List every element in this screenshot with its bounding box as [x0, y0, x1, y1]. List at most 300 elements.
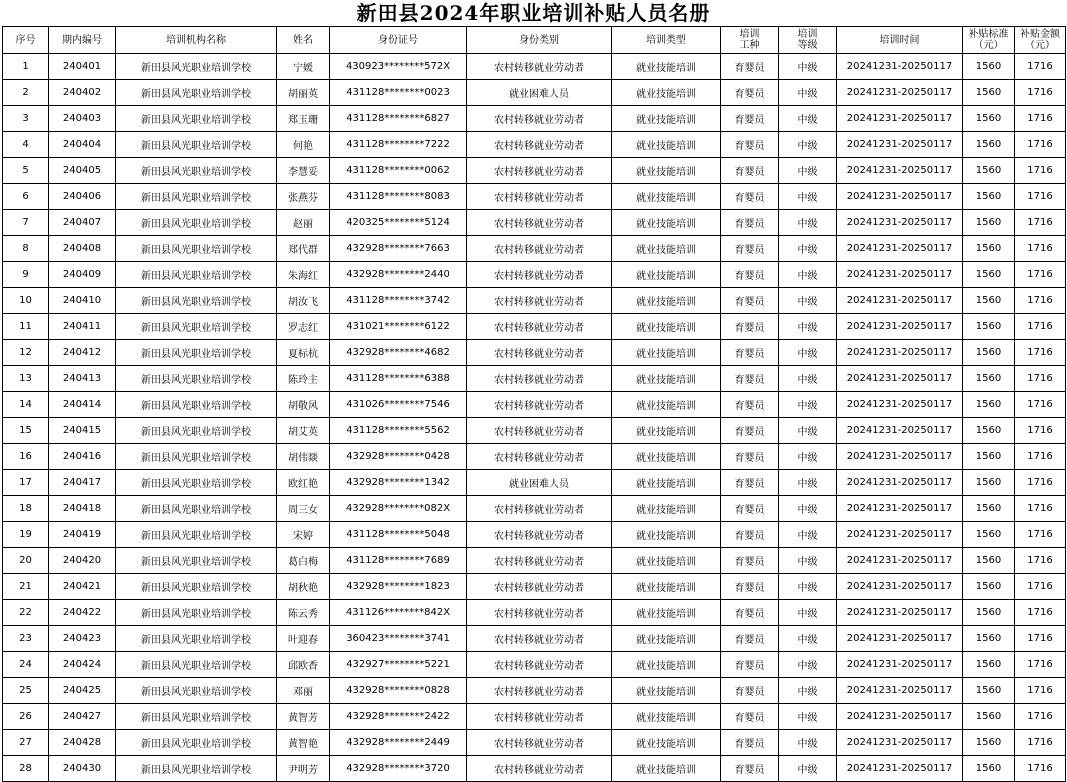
- column-header-line: 身份证号: [378, 34, 418, 46]
- cell-subsidy-standard: 1560: [963, 756, 1015, 782]
- cell-level: 中级: [779, 730, 837, 756]
- cell-id-number: 432928********4682: [330, 340, 467, 366]
- cell-seq: 8: [3, 236, 49, 262]
- cell-training-period: 20241231-20250117: [837, 314, 963, 340]
- cell-trade: 育婴员: [721, 80, 779, 106]
- cell-identity-type: 农村转移就业劳动者: [467, 756, 612, 782]
- table-row: [3, 756, 1066, 782]
- subsidy-roster-table: [2, 26, 1066, 782]
- cell-institution: 新田县风光职业培训学校: [116, 184, 277, 210]
- column-header-line: 工种: [739, 40, 760, 51]
- column-header-identity-type: [467, 27, 612, 54]
- cell-id-number: 431128********8083: [330, 184, 467, 210]
- cell-trade: 育婴员: [721, 106, 779, 132]
- cell-identity-type: 农村转移就业劳动者: [467, 340, 612, 366]
- table-row: [3, 496, 1066, 522]
- cell-name: 胡艾英: [277, 418, 330, 444]
- cell-level: 中级: [779, 106, 837, 132]
- cell-id-number: 431128********6388: [330, 366, 467, 392]
- cell-name: 欧红艳: [277, 470, 330, 496]
- column-header-period-code: [49, 27, 116, 54]
- cell-id-number: 431128********5048: [330, 522, 467, 548]
- cell-trade: 育婴员: [721, 704, 779, 730]
- cell-period-code: 240402: [49, 80, 116, 106]
- cell-id-number: 432928********2440: [330, 262, 467, 288]
- header-row: [3, 27, 1066, 54]
- cell-training-period: 20241231-20250117: [837, 600, 963, 626]
- cell-training-type: 就业技能培训: [612, 340, 721, 366]
- cell-subsidy-standard: 1560: [963, 626, 1015, 652]
- column-header-line: 身份类别: [519, 34, 559, 46]
- cell-level: 中级: [779, 574, 837, 600]
- cell-subsidy-amount: 1716: [1015, 54, 1066, 80]
- cell-level: 中级: [779, 626, 837, 652]
- cell-subsidy-standard: 1560: [963, 496, 1015, 522]
- cell-identity-type: 农村转移就业劳动者: [467, 626, 612, 652]
- cell-name: 陈玲主: [277, 366, 330, 392]
- cell-institution: 新田县风光职业培训学校: [116, 626, 277, 652]
- cell-institution: 新田县风光职业培训学校: [116, 678, 277, 704]
- cell-training-period: 20241231-20250117: [837, 288, 963, 314]
- cell-training-period: 20241231-20250117: [837, 106, 963, 132]
- cell-subsidy-standard: 1560: [963, 54, 1015, 80]
- cell-institution: 新田县风光职业培训学校: [116, 392, 277, 418]
- cell-seq: 16: [3, 444, 49, 470]
- cell-trade: 育婴员: [721, 236, 779, 262]
- cell-trade: 育婴员: [721, 314, 779, 340]
- cell-subsidy-standard: 1560: [963, 340, 1015, 366]
- cell-training-period: 20241231-20250117: [837, 54, 963, 80]
- cell-trade: 育婴员: [721, 678, 779, 704]
- cell-trade: 育婴员: [721, 418, 779, 444]
- table-row: [3, 54, 1066, 80]
- cell-institution: 新田县风光职业培训学校: [116, 314, 277, 340]
- cell-subsidy-amount: 1716: [1015, 132, 1066, 158]
- cell-subsidy-amount: 1716: [1015, 236, 1066, 262]
- cell-level: 中级: [779, 54, 837, 80]
- cell-subsidy-standard: 1560: [963, 522, 1015, 548]
- cell-trade: 育婴员: [721, 132, 779, 158]
- column-header-line: （元）: [1025, 40, 1055, 51]
- cell-name: 宋婷: [277, 522, 330, 548]
- table-row: [3, 600, 1066, 626]
- cell-period-code: 240420: [49, 548, 116, 574]
- cell-level: 中级: [779, 470, 837, 496]
- column-header-line: 培训: [797, 29, 818, 40]
- cell-name: 赵丽: [277, 210, 330, 236]
- cell-institution: 新田县风光职业培训学校: [116, 132, 277, 158]
- cell-seq: 27: [3, 730, 49, 756]
- cell-identity-type: 农村转移就业劳动者: [467, 54, 612, 80]
- cell-training-type: 就业技能培训: [612, 626, 721, 652]
- cell-id-number: 420325********5124: [330, 210, 467, 236]
- column-header-line: 培训机构名称: [166, 34, 226, 46]
- cell-level: 中级: [779, 262, 837, 288]
- cell-id-number: 431128********3742: [330, 288, 467, 314]
- cell-subsidy-amount: 1716: [1015, 288, 1066, 314]
- cell-id-number: 431128********5562: [330, 418, 467, 444]
- cell-trade: 育婴员: [721, 210, 779, 236]
- cell-subsidy-standard: 1560: [963, 262, 1015, 288]
- cell-name: 黄智艳: [277, 730, 330, 756]
- cell-trade: 育婴员: [721, 340, 779, 366]
- cell-subsidy-amount: 1716: [1015, 522, 1066, 548]
- cell-training-period: 20241231-20250117: [837, 236, 963, 262]
- cell-subsidy-amount: 1716: [1015, 548, 1066, 574]
- cell-trade: 育婴员: [721, 600, 779, 626]
- cell-name: 李慧妥: [277, 158, 330, 184]
- cell-period-code: 240403: [49, 106, 116, 132]
- cell-name: 尹明芳: [277, 756, 330, 782]
- cell-subsidy-amount: 1716: [1015, 314, 1066, 340]
- table-row: [3, 80, 1066, 106]
- cell-id-number: 432928********3720: [330, 756, 467, 782]
- cell-subsidy-standard: 1560: [963, 106, 1015, 132]
- cell-training-type: 就业技能培训: [612, 392, 721, 418]
- cell-identity-type: 农村转移就业劳动者: [467, 548, 612, 574]
- cell-subsidy-amount: 1716: [1015, 496, 1066, 522]
- cell-training-period: 20241231-20250117: [837, 522, 963, 548]
- cell-training-type: 就业技能培训: [612, 496, 721, 522]
- cell-training-period: 20241231-20250117: [837, 366, 963, 392]
- table-row: [3, 418, 1066, 444]
- cell-subsidy-amount: 1716: [1015, 80, 1066, 106]
- cell-subsidy-standard: 1560: [963, 132, 1015, 158]
- cell-id-number: 431128********7689: [330, 548, 467, 574]
- cell-name: 胡秋艳: [277, 574, 330, 600]
- cell-subsidy-amount: 1716: [1015, 340, 1066, 366]
- cell-institution: 新田县风光职业培训学校: [116, 418, 277, 444]
- cell-subsidy-amount: 1716: [1015, 756, 1066, 782]
- cell-name: 夏标杭: [277, 340, 330, 366]
- table-row: [3, 210, 1066, 236]
- cell-trade: 育婴员: [721, 548, 779, 574]
- cell-trade: 育婴员: [721, 522, 779, 548]
- cell-period-code: 240411: [49, 314, 116, 340]
- cell-training-type: 就业技能培训: [612, 184, 721, 210]
- column-header-seq: [3, 27, 49, 54]
- cell-subsidy-standard: 1560: [963, 574, 1015, 600]
- cell-training-period: 20241231-20250117: [837, 340, 963, 366]
- cell-period-code: 240401: [49, 54, 116, 80]
- cell-level: 中级: [779, 652, 837, 678]
- cell-subsidy-standard: 1560: [963, 392, 1015, 418]
- cell-training-type: 就业技能培训: [612, 678, 721, 704]
- cell-training-type: 就业技能培训: [612, 288, 721, 314]
- cell-subsidy-amount: 1716: [1015, 366, 1066, 392]
- cell-trade: 育婴员: [721, 470, 779, 496]
- cell-name: 郑玉珊: [277, 106, 330, 132]
- cell-period-code: 240409: [49, 262, 116, 288]
- cell-seq: 18: [3, 496, 49, 522]
- cell-identity-type: 农村转移就业劳动者: [467, 704, 612, 730]
- cell-id-number: 432928********1823: [330, 574, 467, 600]
- cell-training-type: 就业技能培训: [612, 366, 721, 392]
- cell-identity-type: 就业困难人员: [467, 80, 612, 106]
- column-header-line: 培训: [739, 29, 760, 40]
- column-header-line: 等级: [797, 40, 818, 51]
- cell-period-code: 240430: [49, 756, 116, 782]
- cell-id-number: 432928********0828: [330, 678, 467, 704]
- cell-id-number: 432928********1342: [330, 470, 467, 496]
- cell-level: 中级: [779, 678, 837, 704]
- cell-subsidy-standard: 1560: [963, 314, 1015, 340]
- cell-institution: 新田县风光职业培训学校: [116, 54, 277, 80]
- cell-identity-type: 农村转移就业劳动者: [467, 496, 612, 522]
- cell-seq: 23: [3, 626, 49, 652]
- cell-identity-type: 农村转移就业劳动者: [467, 418, 612, 444]
- column-header-line: 补贴金额: [1020, 29, 1060, 40]
- cell-name: 罗志红: [277, 314, 330, 340]
- cell-subsidy-standard: 1560: [963, 366, 1015, 392]
- cell-training-period: 20241231-20250117: [837, 704, 963, 730]
- cell-identity-type: 农村转移就业劳动者: [467, 236, 612, 262]
- cell-level: 中级: [779, 210, 837, 236]
- cell-institution: 新田县风光职业培训学校: [116, 158, 277, 184]
- cell-institution: 新田县风光职业培训学校: [116, 340, 277, 366]
- cell-level: 中级: [779, 314, 837, 340]
- cell-id-number: 432928********2449: [330, 730, 467, 756]
- table-row: [3, 236, 1066, 262]
- cell-training-type: 就业技能培训: [612, 444, 721, 470]
- cell-level: 中级: [779, 80, 837, 106]
- cell-period-code: 240428: [49, 730, 116, 756]
- cell-trade: 育婴员: [721, 184, 779, 210]
- column-header-training-type: [612, 27, 721, 54]
- cell-period-code: 240408: [49, 236, 116, 262]
- cell-training-period: 20241231-20250117: [837, 158, 963, 184]
- cell-id-number: 430923********572X: [330, 54, 467, 80]
- cell-subsidy-standard: 1560: [963, 652, 1015, 678]
- cell-identity-type: 农村转移就业劳动者: [467, 730, 612, 756]
- table-body: [3, 54, 1066, 782]
- cell-institution: 新田县风光职业培训学校: [116, 496, 277, 522]
- column-header-line: 姓名: [293, 34, 313, 46]
- cell-subsidy-standard: 1560: [963, 444, 1015, 470]
- cell-subsidy-amount: 1716: [1015, 730, 1066, 756]
- cell-training-period: 20241231-20250117: [837, 626, 963, 652]
- table-row: [3, 678, 1066, 704]
- cell-seq: 19: [3, 522, 49, 548]
- cell-institution: 新田县风光职业培训学校: [116, 574, 277, 600]
- column-header-trade: [721, 27, 779, 54]
- column-header-subsidy-standard: [963, 27, 1015, 54]
- cell-id-number: 360423********3741: [330, 626, 467, 652]
- cell-id-number: 431128********0062: [330, 158, 467, 184]
- table-row: [3, 704, 1066, 730]
- cell-training-type: 就业技能培训: [612, 522, 721, 548]
- cell-subsidy-amount: 1716: [1015, 626, 1066, 652]
- cell-seq: 1: [3, 54, 49, 80]
- column-header-line: 培训时间: [879, 34, 920, 46]
- cell-id-number: 432927********5221: [330, 652, 467, 678]
- cell-seq: 9: [3, 262, 49, 288]
- cell-training-type: 就业技能培训: [612, 756, 721, 782]
- table-row: [3, 158, 1066, 184]
- cell-period-code: 240413: [49, 366, 116, 392]
- column-header-name: [277, 27, 330, 54]
- cell-identity-type: 农村转移就业劳动者: [467, 262, 612, 288]
- cell-institution: 新田县风光职业培训学校: [116, 236, 277, 262]
- cell-training-period: 20241231-20250117: [837, 80, 963, 106]
- cell-training-type: 就业技能培训: [612, 236, 721, 262]
- cell-identity-type: 农村转移就业劳动者: [467, 366, 612, 392]
- cell-subsidy-standard: 1560: [963, 548, 1015, 574]
- cell-period-code: 240416: [49, 444, 116, 470]
- cell-level: 中级: [779, 548, 837, 574]
- cell-training-type: 就业技能培训: [612, 80, 721, 106]
- cell-trade: 育婴员: [721, 652, 779, 678]
- cell-subsidy-standard: 1560: [963, 80, 1015, 106]
- cell-period-code: 240414: [49, 392, 116, 418]
- cell-institution: 新田县风光职业培训学校: [116, 730, 277, 756]
- cell-name: 朱海红: [277, 262, 330, 288]
- cell-subsidy-amount: 1716: [1015, 184, 1066, 210]
- cell-identity-type: 农村转移就业劳动者: [467, 184, 612, 210]
- cell-name: 郑代群: [277, 236, 330, 262]
- cell-training-period: 20241231-20250117: [837, 210, 963, 236]
- cell-training-type: 就业技能培训: [612, 652, 721, 678]
- column-header-line: 补贴标准: [968, 29, 1009, 40]
- cell-training-type: 就业技能培训: [612, 54, 721, 80]
- table-row: [3, 626, 1066, 652]
- cell-period-code: 240410: [49, 288, 116, 314]
- cell-subsidy-amount: 1716: [1015, 210, 1066, 236]
- cell-seq: 13: [3, 366, 49, 392]
- cell-institution: 新田县风光职业培训学校: [116, 470, 277, 496]
- cell-name: 宁媛: [277, 54, 330, 80]
- page-title: 新田县2024年职业培训补贴人员名册: [356, 1, 711, 25]
- cell-seq: 17: [3, 470, 49, 496]
- cell-institution: 新田县风光职业培训学校: [116, 600, 277, 626]
- cell-institution: 新田县风光职业培训学校: [116, 366, 277, 392]
- cell-level: 中级: [779, 236, 837, 262]
- cell-subsidy-standard: 1560: [963, 470, 1015, 496]
- cell-period-code: 240419: [49, 522, 116, 548]
- table-row: [3, 444, 1066, 470]
- cell-seq: 3: [3, 106, 49, 132]
- table-row: [3, 652, 1066, 678]
- cell-training-period: 20241231-20250117: [837, 262, 963, 288]
- cell-training-period: 20241231-20250117: [837, 496, 963, 522]
- cell-seq: 5: [3, 158, 49, 184]
- cell-trade: 育婴员: [721, 288, 779, 314]
- table-row: [3, 262, 1066, 288]
- cell-level: 中级: [779, 392, 837, 418]
- cell-subsidy-amount: 1716: [1015, 470, 1066, 496]
- column-header-line: 序号: [15, 34, 36, 46]
- cell-training-period: 20241231-20250117: [837, 470, 963, 496]
- table-row: [3, 730, 1066, 756]
- cell-id-number: 432928********7663: [330, 236, 467, 262]
- cell-subsidy-amount: 1716: [1015, 392, 1066, 418]
- cell-training-type: 就业技能培训: [612, 106, 721, 132]
- cell-training-type: 就业技能培训: [612, 418, 721, 444]
- cell-subsidy-standard: 1560: [963, 418, 1015, 444]
- cell-training-type: 就业技能培训: [612, 314, 721, 340]
- cell-training-type: 就业技能培训: [612, 730, 721, 756]
- cell-identity-type: 农村转移就业劳动者: [467, 678, 612, 704]
- cell-training-period: 20241231-20250117: [837, 756, 963, 782]
- cell-training-type: 就业技能培训: [612, 158, 721, 184]
- cell-identity-type: 农村转移就业劳动者: [467, 652, 612, 678]
- cell-subsidy-amount: 1716: [1015, 444, 1066, 470]
- cell-subsidy-standard: 1560: [963, 600, 1015, 626]
- cell-seq: 21: [3, 574, 49, 600]
- cell-subsidy-standard: 1560: [963, 158, 1015, 184]
- column-header-id-number: [330, 27, 467, 54]
- column-header-subsidy-amount: [1015, 27, 1066, 54]
- cell-period-code: 240415: [49, 418, 116, 444]
- cell-subsidy-amount: 1716: [1015, 158, 1066, 184]
- cell-period-code: 240407: [49, 210, 116, 236]
- cell-id-number: 432928********082X: [330, 496, 467, 522]
- cell-seq: 6: [3, 184, 49, 210]
- cell-training-type: 就业技能培训: [612, 548, 721, 574]
- cell-trade: 育婴员: [721, 366, 779, 392]
- cell-level: 中级: [779, 418, 837, 444]
- cell-institution: 新田县风光职业培训学校: [116, 652, 277, 678]
- cell-seq: 2: [3, 80, 49, 106]
- cell-seq: 25: [3, 678, 49, 704]
- cell-institution: 新田县风光职业培训学校: [116, 444, 277, 470]
- cell-subsidy-standard: 1560: [963, 678, 1015, 704]
- cell-subsidy-amount: 1716: [1015, 652, 1066, 678]
- table-row: [3, 288, 1066, 314]
- cell-period-code: 240405: [49, 158, 116, 184]
- cell-name: 周三女: [277, 496, 330, 522]
- cell-subsidy-standard: 1560: [963, 288, 1015, 314]
- cell-period-code: 240418: [49, 496, 116, 522]
- cell-institution: 新田县风光职业培训学校: [116, 262, 277, 288]
- cell-training-period: 20241231-20250117: [837, 574, 963, 600]
- column-header-line: （元）: [973, 40, 1004, 51]
- cell-name: 邓丽: [277, 678, 330, 704]
- cell-name: 陈云秀: [277, 600, 330, 626]
- cell-subsidy-standard: 1560: [963, 236, 1015, 262]
- cell-trade: 育婴员: [721, 158, 779, 184]
- cell-identity-type: 农村转移就业劳动者: [467, 392, 612, 418]
- cell-period-code: 240412: [49, 340, 116, 366]
- cell-training-type: 就业技能培训: [612, 132, 721, 158]
- cell-name: 何艳: [277, 132, 330, 158]
- cell-subsidy-amount: 1716: [1015, 704, 1066, 730]
- cell-subsidy-amount: 1716: [1015, 574, 1066, 600]
- cell-name: 张燕芬: [277, 184, 330, 210]
- cell-trade: 育婴员: [721, 392, 779, 418]
- cell-training-type: 就业技能培训: [612, 704, 721, 730]
- cell-seq: 28: [3, 756, 49, 782]
- cell-trade: 育婴员: [721, 496, 779, 522]
- cell-period-code: 240425: [49, 678, 116, 704]
- cell-institution: 新田县风光职业培训学校: [116, 704, 277, 730]
- table-row: [3, 184, 1066, 210]
- cell-subsidy-amount: 1716: [1015, 106, 1066, 132]
- cell-identity-type: 农村转移就业劳动者: [467, 158, 612, 184]
- cell-institution: 新田县风光职业培训学校: [116, 80, 277, 106]
- table-row: [3, 522, 1066, 548]
- cell-period-code: 240427: [49, 704, 116, 730]
- table-row: [3, 314, 1066, 340]
- cell-seq: 20: [3, 548, 49, 574]
- cell-training-period: 20241231-20250117: [837, 184, 963, 210]
- cell-seq: 12: [3, 340, 49, 366]
- column-header-line: 期内编号: [62, 34, 102, 46]
- cell-identity-type: 农村转移就业劳动者: [467, 574, 612, 600]
- cell-level: 中级: [779, 366, 837, 392]
- cell-training-period: 20241231-20250117: [837, 392, 963, 418]
- cell-level: 中级: [779, 158, 837, 184]
